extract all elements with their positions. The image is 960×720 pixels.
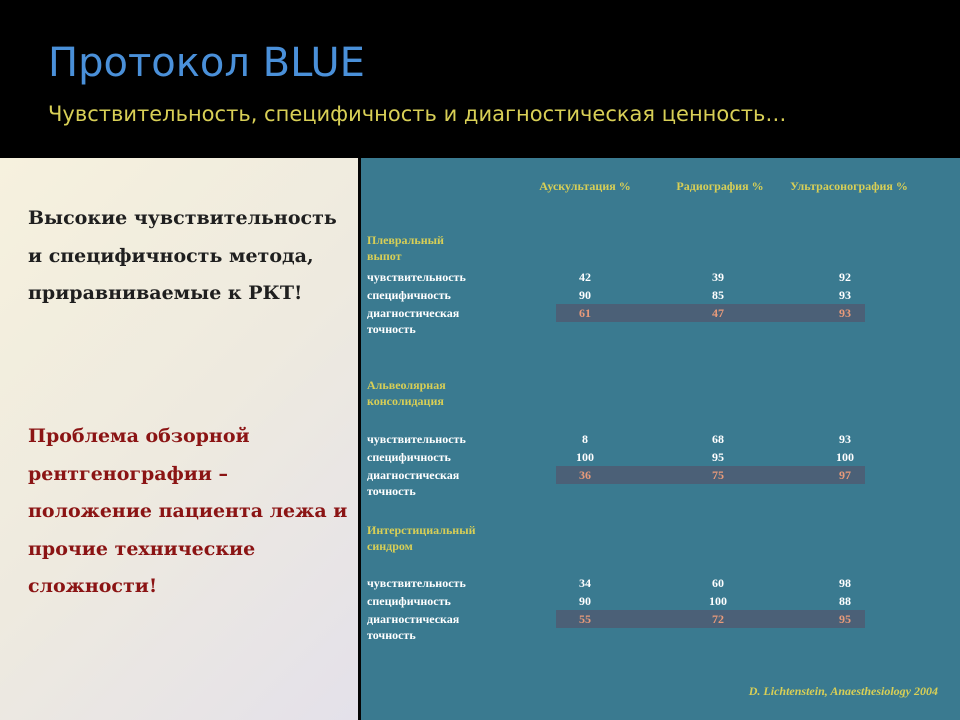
table-cell: 95 bbox=[839, 612, 851, 626]
citation: D. Lichtenstein, Anaesthesiology 2004 bbox=[748, 684, 938, 698]
table-cell: 8 bbox=[582, 432, 588, 446]
table-cell: 75 bbox=[712, 468, 724, 482]
table-cell: 97 bbox=[839, 468, 851, 482]
row-label-specificity: специфичность bbox=[367, 594, 451, 608]
slide-subtitle: Чувствительность, специфичность и диагностическая ценность… bbox=[48, 102, 787, 126]
table-cell: 88 bbox=[839, 594, 851, 608]
table-cell: 72 bbox=[712, 612, 724, 626]
table-cell: 98 bbox=[839, 576, 851, 590]
table-cell: 36 bbox=[579, 468, 591, 482]
row-label-specificity: специфичность bbox=[367, 288, 451, 302]
slide-title: Протокол BLUE bbox=[48, 40, 365, 86]
table-cell: 90 bbox=[579, 288, 591, 302]
xray-problem-note: Проблема обзорной рентгенографии – положение пациента лежа и прочие технические сложности! bbox=[28, 425, 348, 597]
section-title-pleural-effusion: Плевральный выпот bbox=[367, 233, 444, 263]
row-label-sensitivity: чувствительность bbox=[367, 576, 466, 590]
table-cell: 47 bbox=[712, 306, 724, 320]
row-label-accuracy: диагностическая точность bbox=[367, 468, 460, 498]
table-cell: 100 bbox=[836, 450, 854, 464]
table-cell: 100 bbox=[576, 450, 594, 464]
row-label-specificity: специфичность bbox=[367, 450, 451, 464]
table-cell: 39 bbox=[712, 270, 724, 284]
table-cell: 61 bbox=[579, 306, 591, 320]
table-cell: 90 bbox=[579, 594, 591, 608]
table-cell: 34 bbox=[579, 576, 591, 590]
column-header-radiography: Радиография % bbox=[676, 179, 764, 193]
table-cell: 55 bbox=[579, 612, 591, 626]
table-cell: 95 bbox=[712, 450, 724, 464]
section-title-interstitial-syndrome: Интерстициальный синдром bbox=[367, 523, 476, 553]
table-cell: 93 bbox=[839, 288, 851, 302]
table-cell: 42 bbox=[579, 270, 591, 284]
table-cell: 100 bbox=[709, 594, 727, 608]
table-cell: 85 bbox=[712, 288, 724, 302]
section-title-alveolar-consolidation: Альвеолярная консолидация bbox=[367, 378, 446, 408]
row-label-accuracy: диагностическая точность bbox=[367, 306, 460, 336]
row-label-sensitivity: чувствительность bbox=[367, 270, 466, 284]
column-header-auscultation: Аускультация % bbox=[539, 179, 631, 193]
table-cell: 93 bbox=[839, 432, 851, 446]
column-header-ultrasonography: Ультрасонография % bbox=[790, 179, 908, 193]
row-label-accuracy: диагностическая точность bbox=[367, 612, 460, 642]
high-sensitivity-note: Высокие чувствительность и специфичность метода, приравниваемые к РКТ! bbox=[28, 207, 337, 304]
table-cell: 68 bbox=[712, 432, 724, 446]
table-cell: 60 bbox=[712, 576, 724, 590]
slide-header bbox=[0, 0, 960, 158]
row-label-sensitivity: чувствительность bbox=[367, 432, 466, 446]
table-cell: 92 bbox=[839, 270, 851, 284]
table-cell: 93 bbox=[839, 306, 851, 320]
